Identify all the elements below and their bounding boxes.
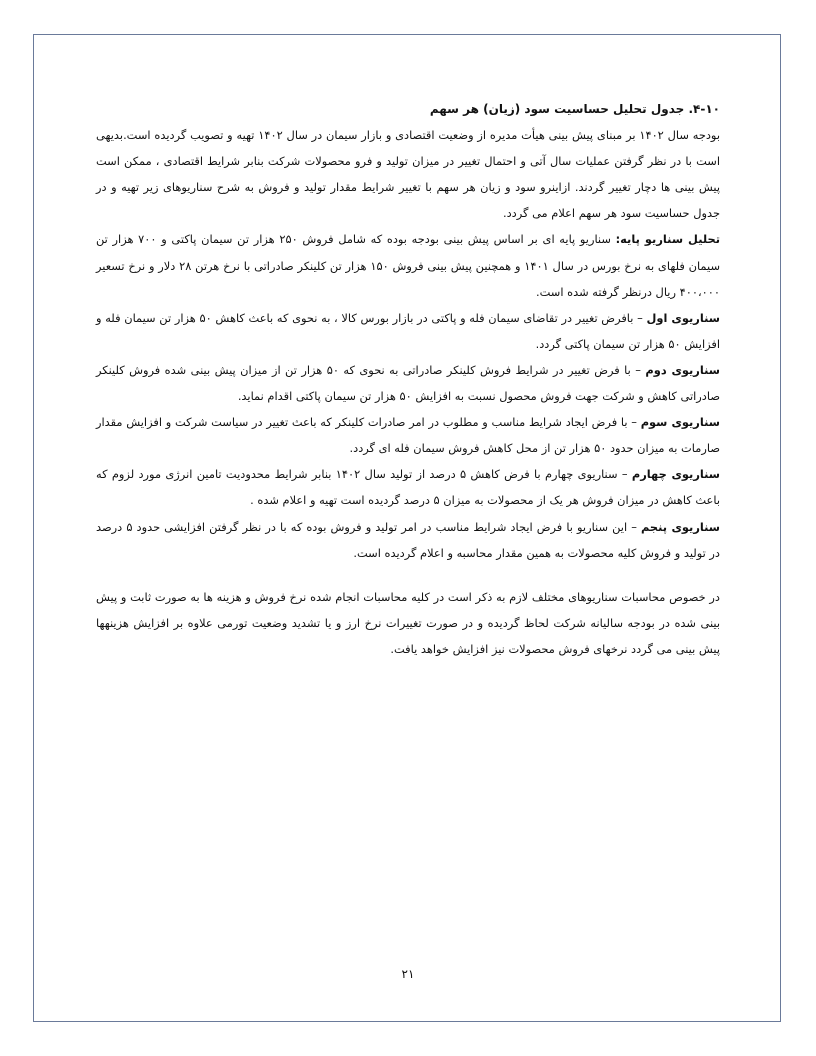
paragraph-scenario-1: [96, 305, 720, 357]
paragraph-label: سناریوی اول: [646, 310, 720, 325]
paragraph-scenario-2: [96, 357, 720, 409]
paragraph-text: – بافرض تغییر در تقاضای سیمان فله و پاکتی در بازار بورس کالا ، به نحوی که باعث کاهش ۵۰ هزار تن سیمان فله و افزایش ۵۰ هزار تن سیمان پاکتی گردد.: [96, 310, 720, 351]
document-body: [96, 96, 720, 662]
paragraph-label: تحلیل سناریو پایه:: [615, 232, 721, 247]
section-heading: ۴-۱۰. جدول تحلیل حساسیت سود (زیان) هر سهم: [429, 102, 720, 116]
page-number: ۲۱: [401, 967, 415, 981]
paragraph-text: – این سناریو با فرض ایجاد شرایط مناسب در امر تولید و فروش بوده که با در نظر گرفتن افزایشی حدود ۵ درصد در تولید و فروش کلیه محصولات به همین مقدار محاسبه و اعلام گردیده است.: [96, 519, 720, 560]
paragraph-text: سناریو پایه ای بر اساس پیش بینی بودجه بوده که شامل فروش ۲۵۰ هزار تن سیمان پاکتی و ۷۰۰ هزار تن سیمان فلهای به نرخ بورس در سال ۱۴۰۱ و همچنین پیش بینی فروش ۱۵۰ هزار تن کلینکر صادراتی با نرخ هرتن ۲۸ دلار و نرخ تسعیر ۴۰۰،۰۰۰ ریال درنظر گرفته شده است.: [96, 232, 720, 299]
paragraph-scenario-3: [96, 409, 720, 461]
paragraph-text: بودجه سال ۱۴۰۲ بر مبنای پیش بینی هیأت مدیره از وضعیت اقتصادی و بازار سیمان در سال ۱۴۰۲ تهیه و تصویب گردیده است.بدیهی است با در نظر گرفتن عملیات سال آتی و احتمال تغییر در میزان تولید و فرو محصولات شرکت بنابر شرایط اقتصادی ، ممکن است پیش بینی ها دچار تغییر گردند. ازاینرو سود و زیان هر سهم با تغییر شرایط مقدار تولید و فروش به شرح سناریوهای زیر تهیه و در جدول حساسیت سود هر سهم اعلام می گردد.: [96, 128, 720, 221]
paragraph-label: سناریوی چهارم: [631, 467, 720, 482]
paragraph-scenario-4: [96, 461, 720, 513]
paragraph-closing: در خصوص محاسبات سناریوهای مختلف لازم به ذکر است در کلیه محاسبات انجام شده نرخ فروش و هزینه ها به صورت ثابت و پیش بینی شده در بودجه سالیانه شرکت لحاظ گردیده و در صورت تغییرات نرخ ارز و یا تشدید وضعیت تورمی علاوه بر افزایش هزینهها پیش بینی می گردد نرخهای فروش محصولات نیز افزایش خواهد یافت.: [96, 589, 720, 656]
paragraph-label: سناریوی سوم: [640, 415, 720, 430]
paragraph-base-scenario: [96, 226, 720, 304]
paragraph-gap: [96, 566, 720, 584]
paragraph-scenario-5: [96, 514, 720, 566]
paragraph-intro: [96, 122, 720, 226]
paragraph-text: – سناریوی چهارم با فرض کاهش ۵ درصد از تولید سال ۱۴۰۲ بنابر شرایط محدودیت تامین انرژی مورد لزوم که باعث کاهش در میزان فروش هر یک از محصولات به میزان ۵ درصد گردیده است تهیه و اعلام شده .: [96, 467, 720, 508]
paragraph-text: – با فرض تغییر در شرایط فروش کلینکر صادراتی به نحوی که ۵۰ هزار تن از میزان پیش بینی شده فروش کلینکر صادراتی کاهش و شرکت جهت فروش محصول نسبت به افزایش ۵۰ هزار تن سیمان پاکتی اقدام نماید.: [96, 362, 720, 404]
paragraph-text: – با فرض ایجاد شرایط مناسب و مطلوب در امر صادرات کلینکر که باعث تغییر در سیاست شرکت و افزایش مقدار صارمات به میزان حدود ۵۰ هزار تن از محل کاهش فروش سیمان فله ای گردد.: [96, 415, 720, 456]
paragraph-label: سناریوی پنجم: [640, 519, 721, 534]
paragraph-label: سناریوی دوم: [645, 362, 720, 377]
